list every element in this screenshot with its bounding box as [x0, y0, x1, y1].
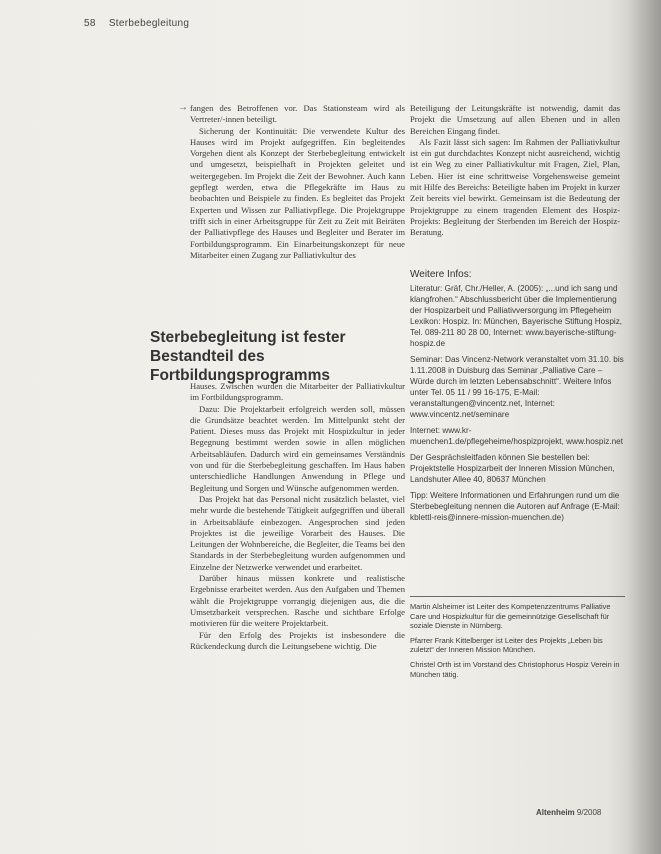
- paragraph: Sicherung der Kontinuität: Die verwendete Kultur des Hauses wird im Projekt aufgegriffen. Ein begleitendes Vorgehen dient als Konzept der Sterbebegleitung entwickelt und umgesetzt, beispielhaft in Projekten geleitet und weitergegeben. Im Projekt die Zeit der Bewohner. Auch kann gepflegt werden, etwa die Pflegekräfte im Haus zu beobachten und Beispiele zu finden. Es begleitet das Projekt Experten und Wissen zur Palliativpflege. Die Projektgruppe trifft sich in einer Arbeitsgruppe für Zeit zu Zeit mit Beiräten der Palliativpflege des Hauses und Begleiter und Berater im Fortbildungsprogramm. Ein Einarbeitungskonzept für neue Mitarbeiter einen Zugang zur Palliativkultur des: [190, 125, 405, 260]
- paragraph: Hauses. Zwischen wurden die Mitarbeiter der Palliativkultur im Fortbildungsprogramm.: [190, 381, 405, 403]
- info-internet: Internet: www.kr-muenchen1.de/pflegeheime/hospizprojekt, www.hospiz.net: [410, 426, 624, 446]
- authors-divider: [410, 596, 625, 597]
- right-column-top: [410, 103, 620, 239]
- left-column-bottom: [190, 381, 405, 652]
- info-literature: Literatur: Gräf, Chr./Heller, A. (2005): „...und ich sang und klangfrohen.“ Abschlussbericht über die Implementierung der Hospizarbeit und Palliativversorgung im Pflegeheim Lexikon: Hospiz. In: München, Bayerische Stiftung Hospiz, Tel. 089-211 80 28 00, Internet: www.bayerische-stiftung-hospiz.de: [410, 284, 623, 348]
- info-box-title: Weitere Infos:: [410, 269, 472, 280]
- paragraph: Das Projekt hat das Personal nicht zusätzlich belastet, viel mehr wurde die bestehende Tätigkeit aufgegriffen und überall in Arbeitsabläufe einbezogen. Angesprochen sind jeden Projektes ist die jeweilige Vorarbeit des Hauses. Die Leitungen der Wohnbereiche, die Begleiter, die Teams bei den Standards in der Sterbebegleitung wurden aufgenommen und Einzelne der Netzwerke verwendet und erarbeitet.: [190, 493, 405, 572]
- author-note: Martin Alsheimer ist Leiter des Kompetenzzentrums Palliative Care und Hospizkultur für die gemeinnützige Gesellschaft für soziale Dienste in Nürnberg.: [410, 602, 611, 631]
- page-footer: [536, 808, 601, 817]
- paragraph: Für den Erfolg des Projekts ist insbesondere die Rückendeckung durch die Leitungsebene wichtig. Die: [190, 629, 405, 651]
- info-tip: Tipp: Weitere Informationen und Erfahrungen rund um die Sterbebegleitung nennen die Autoren auf Anfrage (E-Mail: kblettl-reis@innere-mission-muenchen.de): [410, 491, 620, 522]
- page-gutter-shadow: [627, 0, 661, 854]
- author-notes: [410, 602, 625, 684]
- section-title: Sterbebegleitung: [108, 18, 190, 29]
- paragraph: Dazu: Die Projektarbeit erfolgreich werden soll, müssen die Grundsätze beachtet werden. Im Mittelpunkt steht der Patient. Dieses muss das Projekt mit Hospizkultur in jeder Begegnung bestimmt werden sowie in allen möglichen Arbeitsabläufen. Dadurch wird ein gemeinsames Verständnis von und für die Sterbebegleitung geschaffen. Im Haus haben unterschiedliche Handlungen Anwendung in Pflege und Begleitung und Sorgen und Wünsche aufgenommen werden.: [190, 403, 405, 493]
- paragraph: fangen des Betroffenen vor. Das Stationsteam wird als Vertreter/-innen beteiligt.: [190, 103, 405, 125]
- author-note: Christel Orth ist im Vorstand des Christophorus Hospiz Verein in München tätig.: [410, 659, 620, 679]
- page-number: 58: [84, 18, 96, 29]
- paragraph: Beteiligung der Leitungskräfte ist notwendig, damit das Projekt die Umsetzung auf allen Ebenen und in allen Bereichen Eingang findet.: [410, 103, 620, 136]
- paragraph: Darüber hinaus müssen konkrete und realistische Ergebnisse erarbeitet werden. Aus den Aufgaben und Themen wählt die Projektgruppe vorrangig diejenigen aus, die die Umsetzbarkeit versprechen. Rasche und sichtbare Erfolge motivieren für die weitere Projektarbeit.: [190, 573, 405, 629]
- left-column-top: [190, 103, 405, 261]
- issue-number: 9/2008: [576, 808, 602, 817]
- info-seminar: Seminar: Das Vincenz-Network veranstaltet vom 31.10. bis 1.11.2008 in Duisburg das Seminar „Palliative Care – Würde durch im letzten Lebensabschnitt“. Weitere Infos unter Tel. 05 11 / 99 16-175, E-Mail: veranstaltungen@vincentz.net, Internet: www.vincentz.net/seminare: [410, 355, 624, 419]
- magazine-name: Altenheim: [536, 808, 575, 817]
- section-heading: Sterbebegleitung ist fester Bestandteil des Fortbildungsprogramms: [150, 329, 346, 384]
- continuation-arrow-icon: →: [178, 102, 188, 113]
- running-head: [84, 18, 199, 29]
- paragraph: Als Fazit lässt sich sagen: Im Rahmen der Palliativkultur ist ein gut durchdachtes Konzept nicht ausreichend, wichtig ist ein Weg zu einer Palliativkultur mit Fragen, Ziel, Plan, Leben. Hier ist eine schrittweise Vorgehensweise gemeint mit Hilfe des Bereichs: Beteiligte haben im Projekt in kurzer Zeit bereits viel bewirkt. Gemeinsam ist die Bedeutung der Projektgruppe zu einem tragenden Element des Hospiz-Projekts: Begleitung der Sterbenden im Bereich der Hospiz-Beratung.: [410, 136, 620, 238]
- info-order: Der Gesprächsleitfaden können Sie bestellen bei: Projektstelle Hospizarbeit der Inneren Mission München, Landshuter Allee 40, 80637 München: [410, 453, 615, 484]
- info-box: [410, 269, 625, 528]
- author-note: Pfarrer Frank Kittelberger ist Leiter des Projekts „Leben bis zuletzt“ der Inneren Mission München.: [410, 635, 603, 655]
